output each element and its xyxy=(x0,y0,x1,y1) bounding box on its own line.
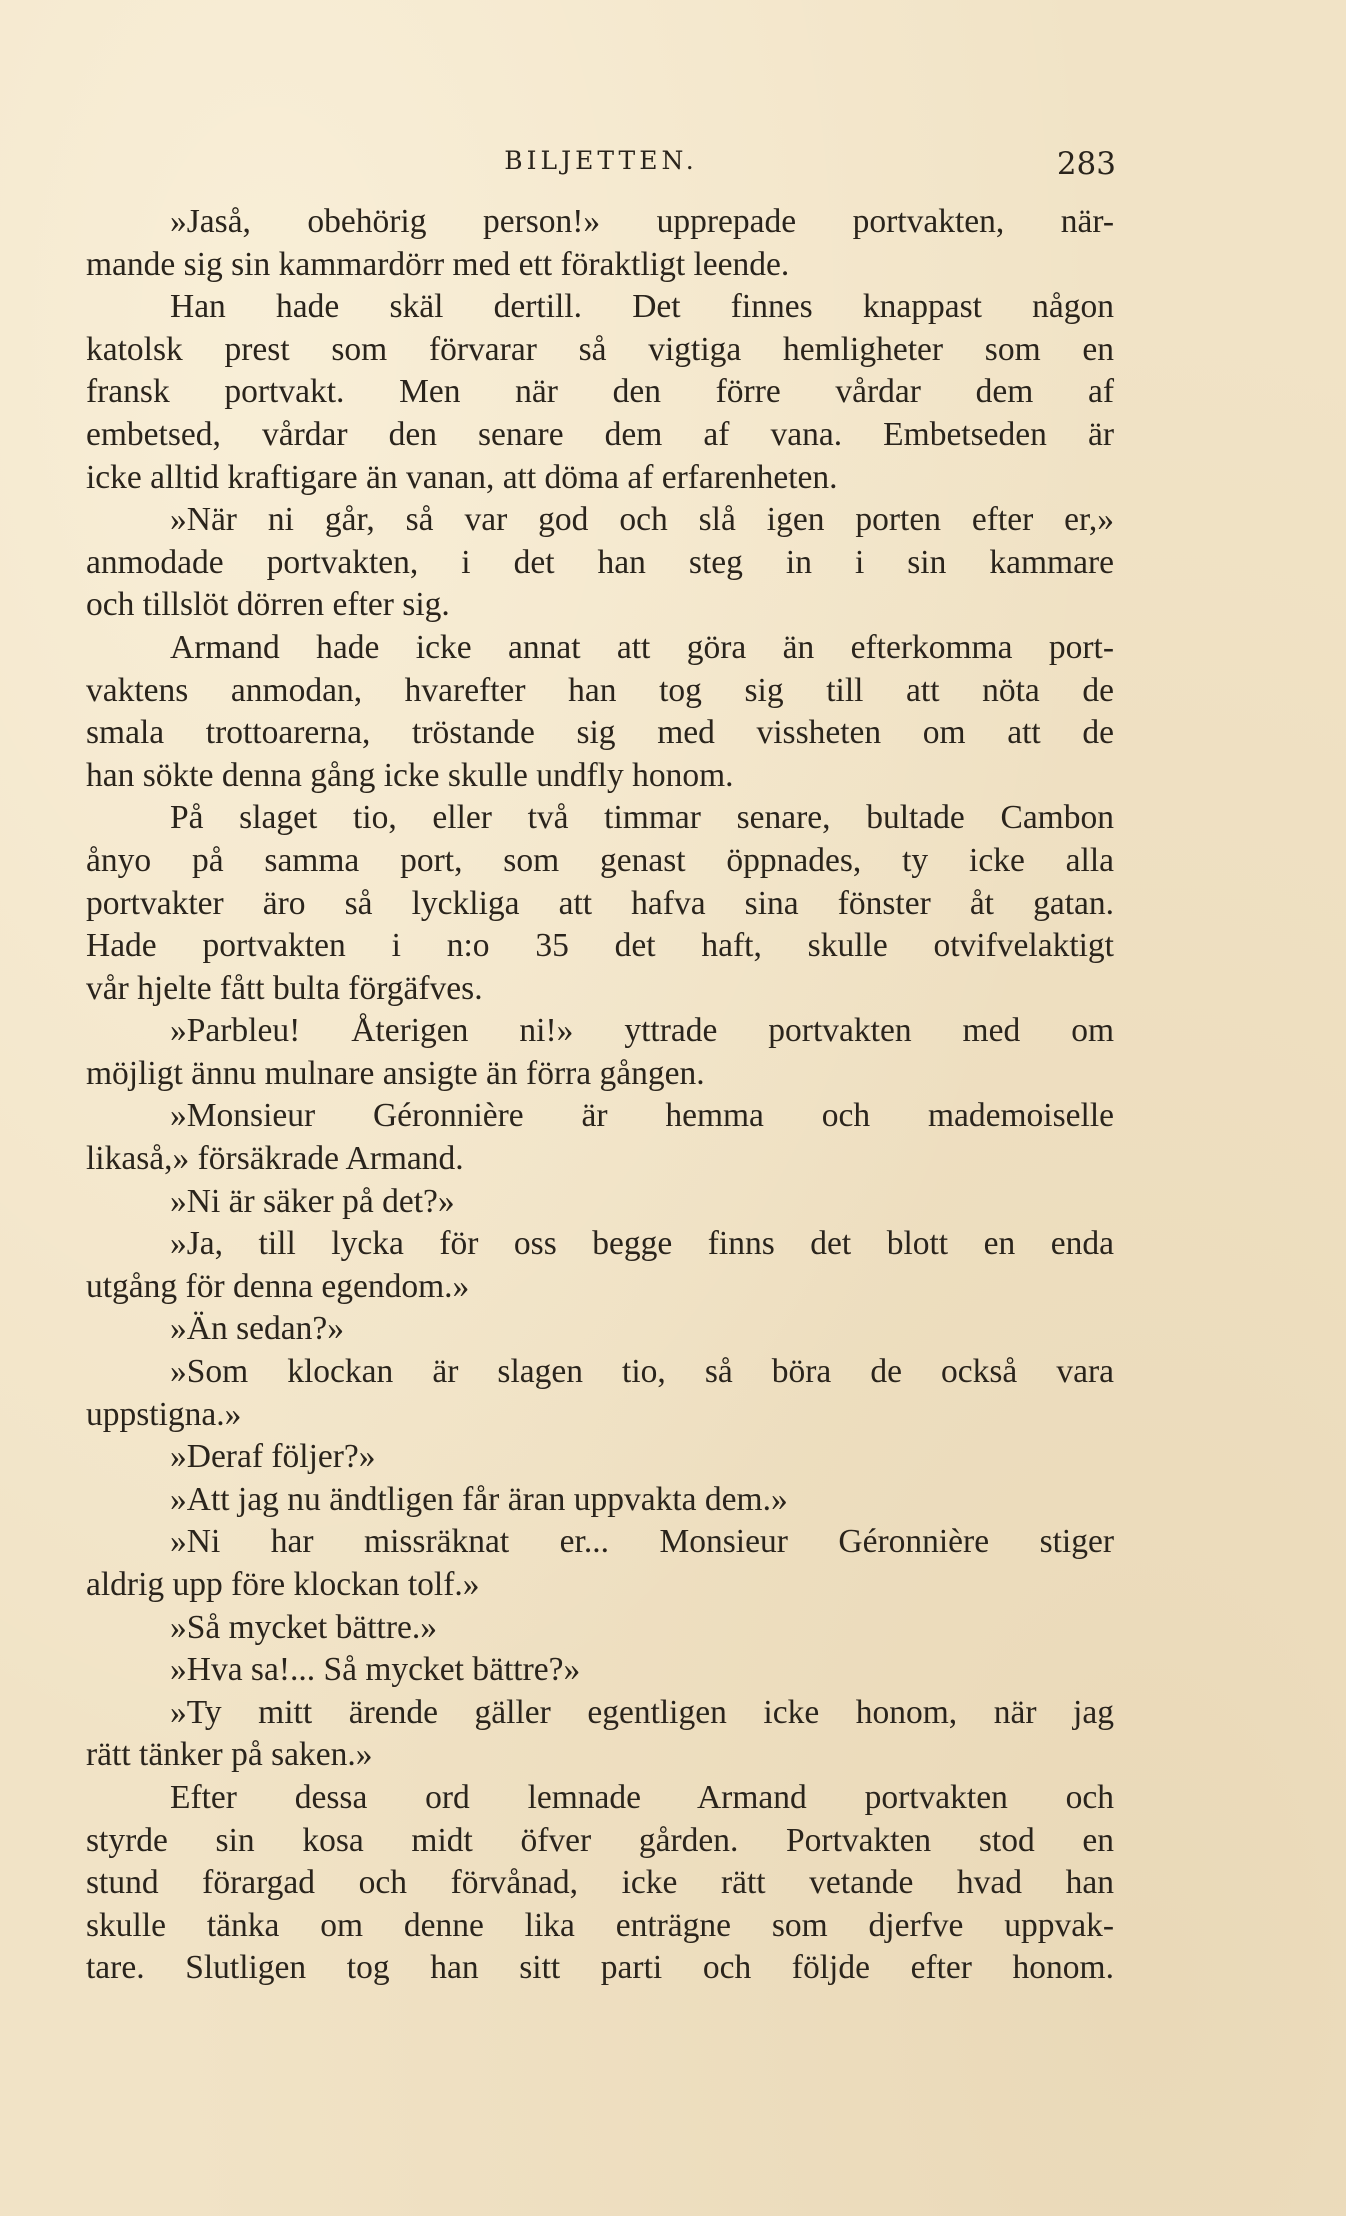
page-number: 283 xyxy=(1056,146,1116,182)
text-line: icke alltid kraftigare än vanan, att döma af erfarenheten. xyxy=(86,458,838,496)
text-line: »Hva sa!... Så mycket bättre?» xyxy=(170,1651,581,1689)
text-line: »Än sedan?» xyxy=(170,1310,344,1348)
text-line: han sökte denna gång icke skulle undfly honom. xyxy=(86,756,734,794)
text-line: »Ni har missräknat er... Monsieur Géronnière stiger xyxy=(170,1523,1114,1561)
text-line: »Ty mitt ärende gäller egentligen icke honom, när jag xyxy=(170,1693,1114,1731)
text-line: styrde sin kosa midt öfver gården. Portvakten stod en xyxy=(86,1821,1114,1859)
text-line: anmodade portvakten, i det han steg in i sin kammare xyxy=(86,543,1114,581)
text-line: »Som klockan är slagen tio, så böra de också vara xyxy=(170,1353,1114,1391)
text-line: »Att jag nu ändtligen får äran uppvakta dem.» xyxy=(170,1480,788,1518)
text-line: Armand hade icke annat att göra än efterkomma port- xyxy=(170,628,1114,666)
text-line: och tillslöt dörren efter sig. xyxy=(86,586,450,624)
text-line: »Monsieur Géronnière är hemma och mademoiselle xyxy=(170,1097,1114,1135)
text-line: »När ni går, så var god och slå igen porten efter er,» xyxy=(170,501,1114,539)
text-line: katolsk prest som förvarar så vigtiga hemligheter som en xyxy=(86,330,1114,368)
text-line: likaså,» försäkrade Armand. xyxy=(86,1140,464,1178)
text-line: tare. Slutligen tog han sitt parti och följde efter honom. xyxy=(86,1949,1114,1987)
text-line: vaktens anmodan, hvarefter han tog sig till att nöta de xyxy=(86,671,1114,709)
text-line: möjligt ännu mulnare ansigte än förra gången. xyxy=(86,1054,705,1092)
text-line: skulle tänka om denne lika enträgne som djerfve uppvak- xyxy=(86,1906,1114,1944)
text-line: smala trottoarerna, tröstande sig med vissheten om att de xyxy=(86,714,1114,752)
text-line: ånyo på samma port, som genast öppnades, ty icke alla xyxy=(86,841,1114,879)
text-line: utgång för denna egendom.» xyxy=(86,1267,470,1305)
page-header xyxy=(86,146,1116,196)
text-line: rätt tänker på saken.» xyxy=(86,1736,373,1774)
text-line: mande sig sin kammardörr med ett föraktligt leende. xyxy=(86,245,790,283)
text-line: Hade portvakten i n:o 35 det haft, skulle otvifvelaktigt xyxy=(86,927,1114,965)
text-line: portvakter äro så lyckliga att hafva sina fönster åt gatan. xyxy=(86,884,1114,922)
text-line: uppstigna.» xyxy=(86,1395,242,1433)
text-line: »Jaså, obehörig person!» upprepade portvakten, när- xyxy=(170,203,1114,240)
text-line: vår hjelte fått bulta förgäfves. xyxy=(86,969,483,1007)
text-line: »Ni är säker på det?» xyxy=(170,1182,455,1220)
text-line: »Deraf följer?» xyxy=(170,1438,376,1476)
text-line: »Så mycket bättre.» xyxy=(170,1608,437,1646)
text-line: »Parbleu! Återigen ni!» yttrade portvakten med om xyxy=(170,1012,1114,1050)
text-line: På slaget tio, eller två timmar senare, bultade Cambon xyxy=(170,799,1114,837)
body-text xyxy=(86,201,1114,1990)
text-line: Han hade skäl dertill. Det finnes knappast någon xyxy=(170,288,1114,326)
text-line: stund förargad och förvånad, icke rätt vetande hvad han xyxy=(86,1864,1114,1902)
text-line: Efter dessa ord lemnade Armand portvakten och xyxy=(170,1778,1114,1816)
text-line: »Ja, till lycka för oss begge finns det blott en enda xyxy=(170,1225,1114,1263)
text-line: aldrig upp före klockan tolf.» xyxy=(86,1566,480,1603)
text-line: embetsed, vårdar den senare dem af vana. Embetseden är xyxy=(86,415,1114,453)
text-line: fransk portvakt. Men när den förre vårdar dem af xyxy=(86,373,1114,411)
running-head: BILJETTEN. xyxy=(504,146,698,175)
